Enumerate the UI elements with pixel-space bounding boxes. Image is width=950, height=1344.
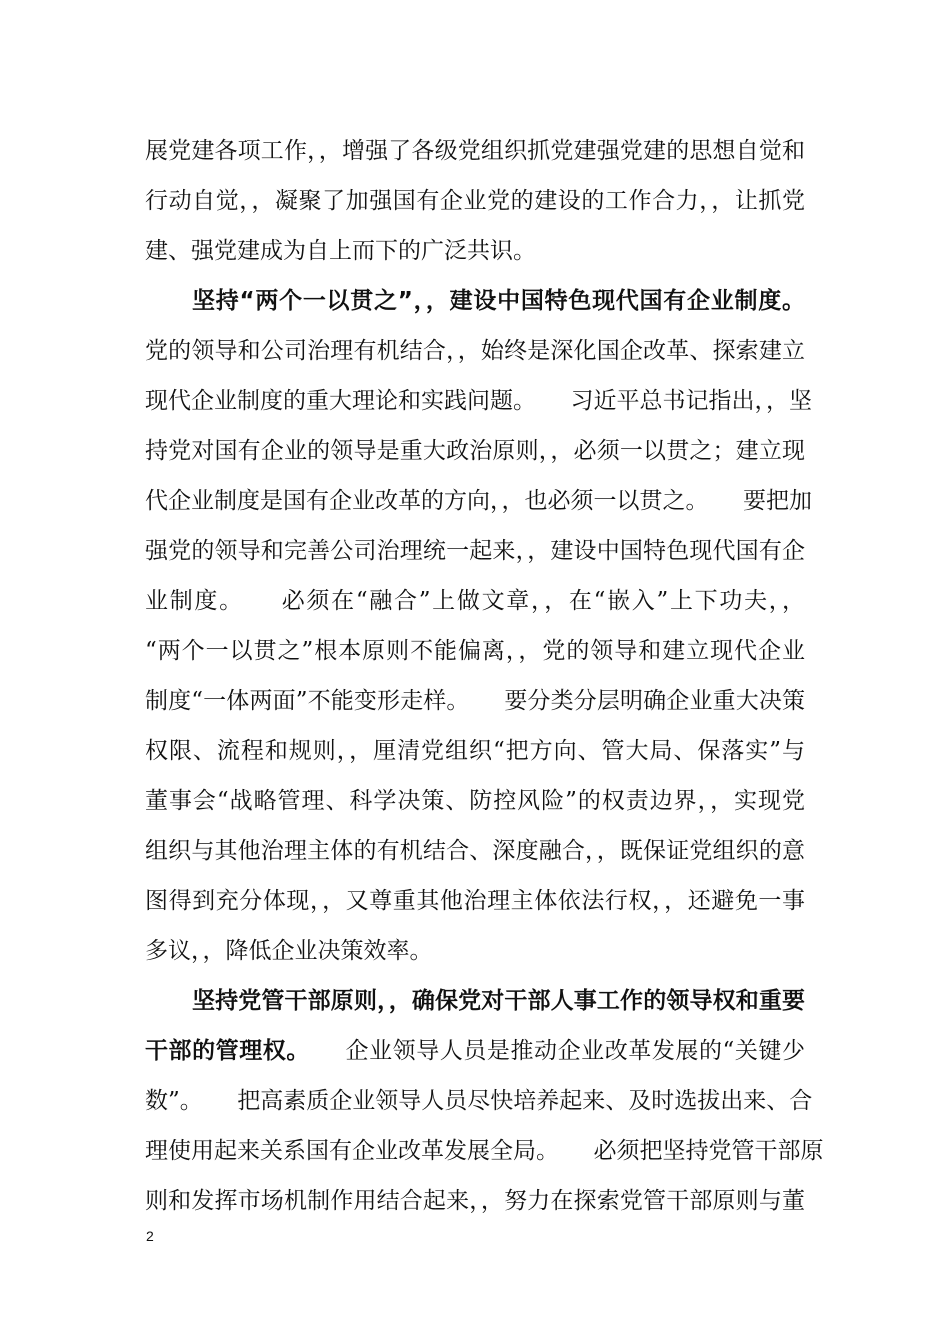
paragraph-2-line-7: “两个一以贯之”根本原则不能偏离，，党的领导和建立现代企业 [145,638,805,664]
paragraph-3-heading-line-2: 干部的管理权。 [145,1038,299,1064]
page-number: 2 [146,1228,154,1244]
paragraph-2-line-8: 制度“一体两面”不能变形走样。 要分类分层明确企业重大决策 [145,688,805,714]
paragraph-3-line-3: 理使用起来关系国有企业改革发展全局。 必须把坚持党管干部原 [145,1138,824,1164]
paragraph-3-heading-line-1: 坚持党管干部原则，，确保党对干部人事工作的领导权和重要 [192,988,805,1014]
paragraph-3-line-1 [145,1031,805,1071]
paragraph-2-line-10: 董事会“战略管理、科学决策、防控风险”的权责边界，，实现党 [145,788,805,814]
paragraph-2-line-5: 强党的领导和完善公司治理统一起来，，建设中国特色现代国有企 [145,538,805,564]
paragraph-2-line-13: 多议，，降低企业决策效率。 [145,938,433,964]
paragraph-3-line-4: 则和发挥市场机制作用结合起来，，努力在探索党管干部原则与董 [145,1188,805,1214]
paragraph-2-line-1: 党的领导和公司治理有机结合，，始终是深化国企改革、探索建立 [145,338,805,364]
paragraph-2-line-6: 业制度。 必须在“融合”上做文章，，在“嵌入”上下功夫，， [145,588,805,614]
paragraph-2-line-12: 图得到充分体现，，又尊重其他治理主体依法行权，，还避免一事 [145,888,805,914]
paragraph-3-line-2: 数”。 把高素质企业领导人员尽快培养起来、及时选拔出来、合 [145,1088,813,1114]
paragraph-2-line-4: 代企业制度是国有企业改革的方向，，也必须一以贯之。 要把加 [145,488,812,514]
paragraph-1-line-3: 建、强党建成为自上而下的广泛共识。 [145,238,536,264]
paragraph-3-line-1-rest: 企业领导人员是推动企业改革发展的“关键少 [298,1038,805,1064]
paragraph-1-line-2: 行动自觉，，凝聚了加强国有企业党的建设的工作合力，，让抓党 [145,188,805,214]
paragraph-2-line-2: 现代企业制度的重大理论和实践问题。 习近平总书记指出，，坚 [145,388,812,414]
paragraph-2-line-3: 持党对国有企业的领导是重大政治原则，，必须一以贯之；建立现 [145,438,805,464]
paragraph-2-line-9: 权限、流程和规则，，厘清党组织“把方向、管大局、保落实”与 [145,738,805,764]
paragraph-2-line-11: 组织与其他治理主体的有机结合、深度融合，，既保证党组织的意 [145,838,805,864]
paragraph-1-line-1: 展党建各项工作，，增强了各级党组织抓党建强党建的思想自觉和 [145,138,805,164]
paragraph-2-heading: 坚持“两个一以贯之”，，建设中国特色现代国有企业制度。 [192,288,805,314]
